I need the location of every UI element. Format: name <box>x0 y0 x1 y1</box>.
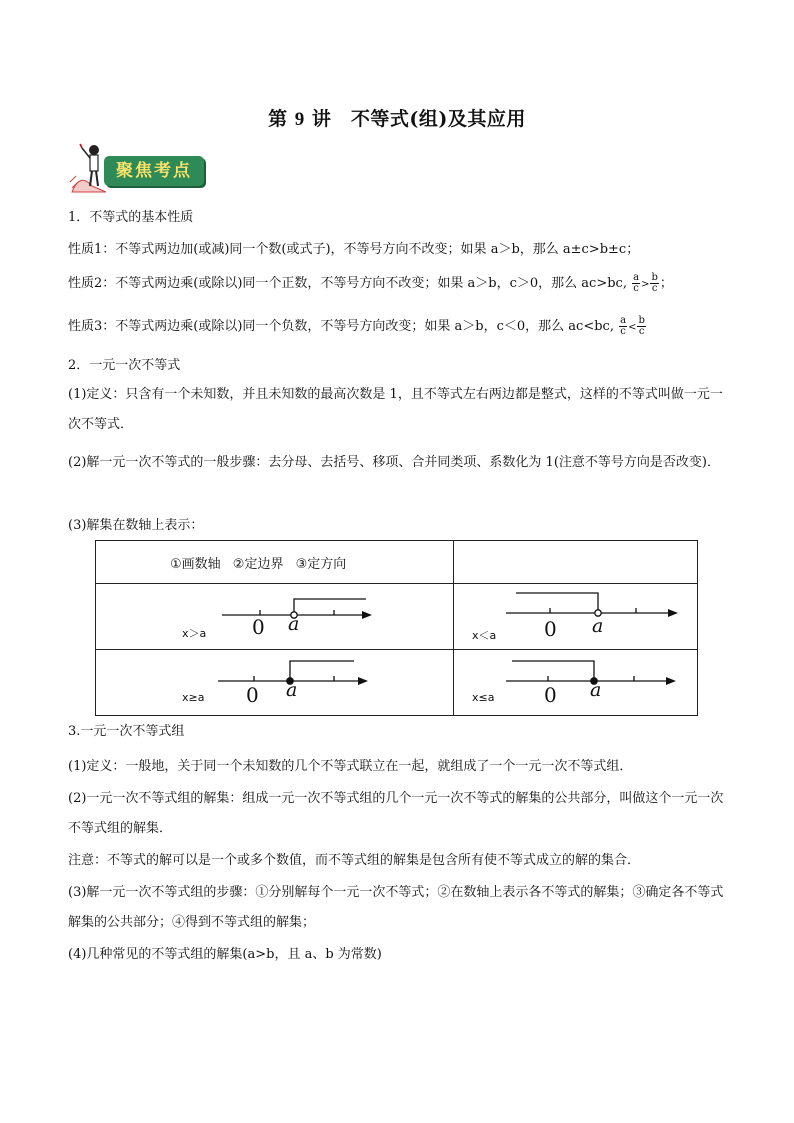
cell-a-ge: a <box>286 679 298 701</box>
cell-label-gt: x＞a <box>182 627 207 640</box>
cell-zero-le: 0 <box>544 683 557 707</box>
banner-bar <box>104 156 204 186</box>
section-banner <box>66 142 206 196</box>
cell-label-le: x≤a <box>472 691 495 704</box>
section2-steps: (2)解一元一次不等式的一般步骤：去分母、去括号、移项、合并同类项、系数化为 1(注意不等号方向是否改变)． <box>68 455 720 470</box>
table-divider-2 <box>96 649 697 650</box>
section3-steps: (3)解一元一次不等式组的步骤：①分别解每个一元一次不等式；②在数轴上表示各不等式的解集；③确定各不等式解集的公共部分；④得到不等式组的解集； <box>68 885 724 930</box>
cell-a-lt: a <box>592 615 604 637</box>
property-3 <box>68 316 728 338</box>
section1-heading: 1．不等式的基本性质 <box>68 210 194 225</box>
title-prefix: 第 <box>268 108 288 130</box>
cell-label-ge: x≥a <box>182 691 205 704</box>
property-3-relation: < <box>628 322 637 333</box>
cell-a-gt: a <box>288 613 300 635</box>
cell-zero-lt: 0 <box>544 617 557 641</box>
property-1 <box>68 240 728 260</box>
cell-label-lt: x＜a <box>472 629 497 642</box>
section3-solution: (2)一元一次不等式组的解集：组成一元一次不等式组的几个一元一次不等式的解集的公共部分，叫做这个一元一次不等式组的解集． <box>68 791 724 836</box>
title-number: 9 <box>294 109 305 130</box>
property-3-frac-b: $\frac{b}{c}$ <box>638 315 645 337</box>
property-1-text: 性质1：不等式两边加(或减)同一个数(或式子)，不等号方向不改变；如果 a＞b，那么 a±c>b±c； <box>68 242 640 257</box>
section2-definition: (1)定义：只含有一个未知数，并且未知数的最高次数是 1，且不等式左右两边都是整式，这样的不等式叫做一元一次不等式． <box>68 387 723 432</box>
section2-heading: 2．一元一次不等式 <box>68 358 181 373</box>
property-2-frac-b: $\frac{b}{c}$ <box>651 272 658 294</box>
property-2-frac-a: $\frac{a}{c}$ <box>633 272 640 294</box>
section3-heading: 3.一元一次不等式组 <box>68 724 185 739</box>
property-2-end: ； <box>659 276 673 291</box>
table-vertical-divider <box>453 541 454 715</box>
cell-a-le: a <box>590 679 602 701</box>
section3-note: 注意：不等式的解可以是一个或多个数值，而不等式组的解集是包含所有使不等式成立的解的集合． <box>68 853 641 868</box>
property-3-frac-a: $\frac{a}{c}$ <box>620 315 627 337</box>
lesson-title <box>0 104 794 131</box>
cell-zero-gt: 0 <box>252 615 265 639</box>
property-2-relation: > <box>641 279 650 290</box>
numberline-table <box>95 540 698 716</box>
section3-common: (4)几种常见的不等式组的解集(a>b，且 a、b 为常数) <box>68 947 382 962</box>
title-text: 讲 不等式(组)及其应用 <box>311 108 526 130</box>
cell-zero-ge: 0 <box>246 683 259 707</box>
property-2 <box>68 273 728 295</box>
banner-label: 聚焦考点 <box>116 161 192 181</box>
table-divider-1 <box>96 583 697 584</box>
table-header: ①画数轴 ②定边界 ③定方向 <box>170 557 347 572</box>
property-2-text: 性质2：不等式两边乘(或除以)同一个正数，不等号方向不改变；如果 a＞b，c＞0，那么 ac>bc, <box>68 276 627 291</box>
section3-definition: (1)定义：一般地，关于同一个未知数的几个不等式联立在一起，就组成了一个一元一次不等式组． <box>68 759 633 774</box>
section2-numberline-heading: (3)解集在数轴上表示： <box>68 518 204 533</box>
property-3-text: 性质3：不等式两边乘(或除以)同一个负数，不等号方向改变；如果 a＞b，c＜0，那么 ac<bc, <box>68 319 614 334</box>
